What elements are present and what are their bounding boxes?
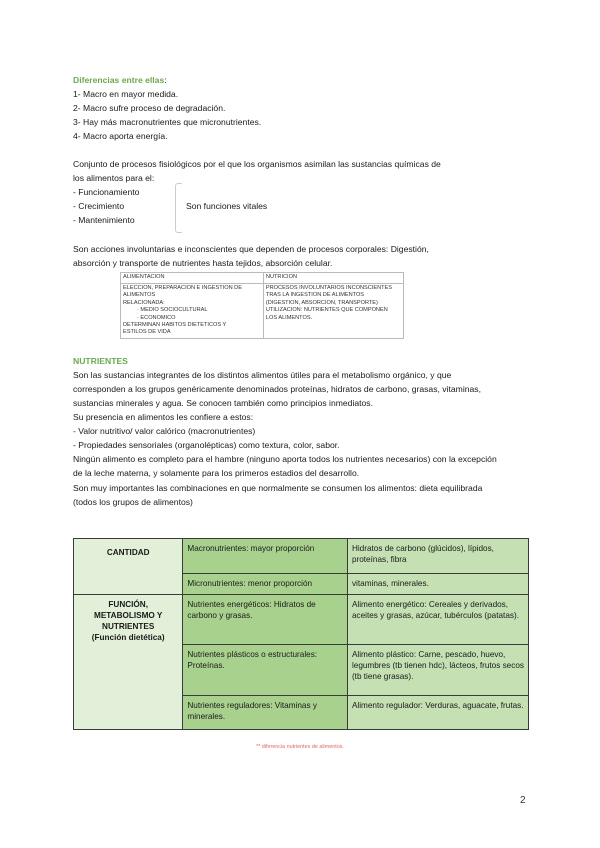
nutrients-heading: NUTRIENTES <box>73 356 128 366</box>
table-cell-right: Hidratos de carbono (glúcidos), lípidos, proteínas, fibra <box>347 539 528 574</box>
footnote: ** diferencia nutrientes de alimentos. <box>256 744 344 750</box>
page-number: 2 <box>520 795 526 806</box>
nutrients-line: - Propiedades sensoriales (organolépticas) como textura, color, sabor. <box>73 440 340 450</box>
nutrients-line: - Valor nutritivo/ valor calórico (macronutrientes) <box>73 426 256 436</box>
difference-item-2: 2- Macro sufre proceso de degradación. <box>73 103 226 113</box>
nutrients-line: de la leche materna, y solamente para los primeros estadios del desarrollo. <box>73 468 360 478</box>
funcion-label-line: (Función dietética) <box>91 633 165 642</box>
nutrients-line: Ningún alimento es completo para el hambre (ninguno aporta todos los nutrientes necesarios) con la excepción <box>73 454 497 464</box>
processes-line-1: Conjunto de procesos fisiológicos por el que los organismos asimilan las sustancias químicas de <box>73 159 441 169</box>
table-cell-mid: Macronutrientes: mayor proporción <box>183 539 348 574</box>
cantidad-label: CANTIDAD <box>74 539 183 595</box>
table-cell-right: Alimento plástico: Carne, pescado, huevo, legumbres (tb tienen hdc), lácteos, frutos secos (tb tiene grasas). <box>347 645 528 696</box>
funcion-label-line: METABOLISMO Y <box>94 611 163 620</box>
nutrients-classification-table <box>73 538 529 730</box>
nutrients-line: Son las sustancias integrantes de los distintos alimentos útiles para el metabolismo orgánico, y que <box>73 370 452 380</box>
process-item-1: - Funcionamiento <box>73 187 140 197</box>
differences-heading: Diferencias entre ellas: <box>73 75 167 85</box>
table-cell-right: Alimento energético: Cereales y derivados, aceites y grasas, azúcar, tubérculos (patatas). <box>347 595 528 645</box>
small-table-cell-alimentacion <box>121 284 264 339</box>
difference-item-1: 1- Macro en mayor medida. <box>73 89 179 99</box>
nutrients-line: corresponden a los grupos genéricamente denominados proteínas, hidratos de carbono, grasas, vitaminas, <box>73 384 481 394</box>
nutrients-line: Son muy importantes las combinaciones en que normalmente se consumen los alimentos: dieta equilibrada <box>73 483 483 493</box>
brace-divider <box>175 183 182 233</box>
small-table-left-line: ELECCION, PREPARACION E INGESTION DE <box>123 285 242 291</box>
difference-item-3: 3- Hay más macronutrientes que micronutrientes. <box>73 117 262 127</box>
table-cell-mid: Nutrientes plásticos o estructurales: Proteínas. <box>183 645 348 696</box>
vital-functions-note: Son funciones vitales <box>186 201 268 211</box>
funcion-label <box>74 595 183 730</box>
acts-line-1: Son acciones involuntarias e inconscientes que dependen de procesos corporales: Digestión, <box>73 244 429 254</box>
table-cell-mid: Nutrientes energéticos: Hidratos de carbono y grasas. <box>183 595 348 645</box>
processes-line-2: los alimentos para el: <box>73 173 155 183</box>
difference-item-4: 4- Macro aporta energía. <box>73 131 168 141</box>
small-table-left-line: · ECONOMICO <box>137 314 176 321</box>
table-cell-right: vitaminas, minerales. <box>347 574 528 595</box>
small-table-left-line: DETERMINAN HABITOS DIETETICOS Y <box>123 322 227 329</box>
small-table-right-line: TRAS LA INGESTION DE ALIMENTOS <box>265 292 365 299</box>
small-table-right-line: LOS ALIMENTOS. <box>265 314 313 321</box>
small-table-left-line: RELACIONADA: <box>123 299 165 306</box>
funcion-label-line: FUNCIÓN, <box>108 600 148 609</box>
nutrients-line: Su presencia en alimentos les confiere a estos: <box>73 412 254 422</box>
small-table-right-line: UTILIZACION: NUTRIENTES QUE COMPONEN <box>265 307 388 314</box>
acts-line-2: absorción y transporte de nutrientes hasta tejidos, absorción celular. <box>73 258 333 268</box>
small-table-left-line: ESTILOS DE VIDA <box>123 329 171 336</box>
small-table-cell-nutricion <box>263 284 403 339</box>
small-table-right-line: (DIGESTION, ABSORCION, TRANSPORTE) <box>265 299 378 306</box>
table-cell-mid: Micronutrientes: menor proporción <box>183 574 348 595</box>
small-table-header-nutricion: NUTRICION <box>263 273 403 284</box>
table-cell-right: Alimento regulador: Verduras, aguacate, frutas. <box>347 696 528 730</box>
alimentacion-nutricion-table <box>120 272 404 339</box>
process-item-2: - Crecimiento <box>73 201 125 211</box>
funcion-label-line: NUTRIENTES <box>102 622 155 631</box>
small-table-right-line: PROCESOS INVOLUNTARIOS INCONSCIENTES <box>265 285 392 291</box>
small-table-header-alimentacion: ALIMENTACION <box>121 273 264 284</box>
nutrients-line: sustancias minerales y agua. Se conocen también como principios inmediatos. <box>73 398 373 408</box>
process-item-3: - Mantenimiento <box>73 215 135 225</box>
table-cell-mid: Nutrientes reguladores: Vitaminas y minerales. <box>183 696 348 730</box>
small-table-left-line: · MEDIO SOCIOCULTURAL <box>137 307 208 314</box>
nutrients-line: (todos los grupos de alimentos) <box>73 497 193 507</box>
small-table-left-line: ALIMENTOS <box>123 292 156 299</box>
